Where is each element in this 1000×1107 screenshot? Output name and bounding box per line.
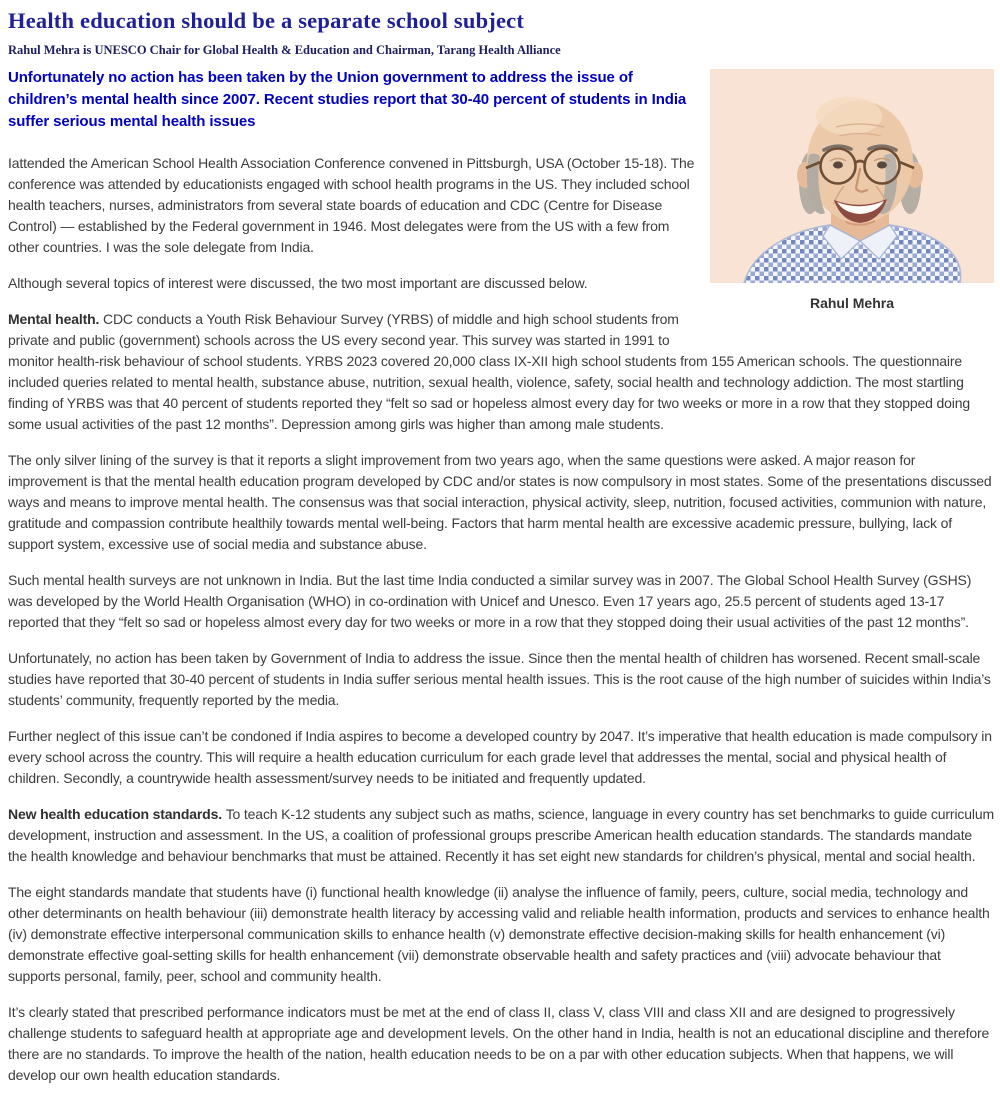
paragraph-text: Further neglect of this issue can’t be condoned if India aspires to become a developed country by 2047. It’s imperative that health education is made compulsory in every school across the country. This will require a health education curriculum for each grade level that addresses the mental, social and physical health of children. Secondly, a countrywide health assessment/survey needs to be initiated and frequently updated.: [8, 728, 992, 786]
paragraph-text: The eight standards mandate that students have (i) functional health knowledge (ii) analyse the influence of family, peers, culture, social media, technology and other determinants on health behaviour (iii) demonstrate health literacy by accessing valid and reliable health information, products and services to enhance health (iv) demonstrate effective interpersonal communication skills to enhance health (v) demonstrate effective decision-making skills for health enhancement (vi) demonstrate effective goal-setting skills for health enhancement (vii) demonstrate observable health and safety practices and (viii) advocate behaviour that supports personal, family, peer, school and community health.: [8, 884, 990, 984]
paragraph-text: Unfortunately, no action has been taken by Government of India to address the issue. Since then the mental health of children has worsened. Recent small-scale studies have reported that 30-40 percent of students in India suffer serious mental health issues. This is the root cause of the high number of suicides within India’s students’ community, frequently reported by the media.: [8, 650, 991, 708]
paragraph-text: It’s clearly stated that prescribed performance indicators must be met at the end of class II, class V, class VIII and class XII and are designed to progressively challenge students to safeguard health at appropriate age and development levels. On the other hand in India, health is not an educational discipline and therefore there are no standards. To improve the health of the nation, health education needs to be on a par with other education subjects. When that happens, we will develop our own health education standards.: [8, 1004, 990, 1083]
paragraph-text: The only silver lining of the survey is that it reports a slight improvement from two years ago, when the same questions were asked. A major reason for improvement is that the mental health education program developed by CDC and/or states is now compulsory in most states. Some of the presentations discussed ways and means to improve mental health. The consensus was that social interaction, physical activity, sleep, nutrition, focused activities, communion with nature, gratitude and compassion contribute healthily towards mental well-being. Factors that harm mental health are excessive academic pressure, bullying, lack of support system, excessive use of social media and substance abuse.: [8, 452, 992, 552]
paragraph-text: Although several topics of interest were discussed, the two most important are discussed below.: [8, 275, 588, 291]
paragraph-lead: New health education standards.: [8, 806, 226, 822]
paragraph: [8, 726, 994, 789]
paragraph-lead: Mental health.: [8, 311, 103, 327]
paragraph: [8, 309, 994, 435]
article-byline: Rahul Mehra is UNESCO Chair for Global Health & Education and Chairman, Tarang Health Alliance: [8, 43, 561, 57]
paragraph: [8, 804, 994, 867]
paragraph: [8, 570, 994, 633]
paragraph: [8, 1002, 994, 1086]
photo-caption: Rahul Mehra: [809, 295, 894, 311]
paragraph-text: CDC conducts a Youth Risk Behaviour Survey (YRBS) of middle and high school students from private and public (government) schools across the US every second year. This survey was started in 1991 to monitor health-risk behaviour of school students. YRBS 2023 covered 20,000 class IX-XII high school students from 155 American schools. The questionnaire included queries related to mental health, substance abuse, nutrition, sexual health, violence, safety, social health and technology addiction. The most startling finding of YRBS was that 40 percent of students reported they “felt so sad or hopeless almost every day for two weeks or more in a row that they stopped doing some usual activities of the past 12 months”. Depression among girls was higher than among male students.: [8, 311, 971, 432]
author-photo: [710, 69, 994, 283]
paragraph-text: To teach K-12 students any subject such as maths, science, language in every country has set benchmarks to guide curriculum development, instruction and assessment. In the US, a coalition of professional groups prescribe American health education standards. The standards mandate the health knowledge and behaviour benchmarks that must be attained. Recently it has set eight new standards for children’s physical, mental and social health.: [8, 806, 995, 864]
paragraph: [8, 648, 994, 711]
author-photo-figure: [710, 69, 994, 311]
paragraph-text: Iattended the American School Health Association Conference convened in Pittsburgh, USA (October 15-18). The conference was attended by educationists engaged with school health programs in the US. They included school health teachers, nurses, administrators from several state boards of education and CDC (Centre for Disease Control) — established by the Federal government in 1946. Most delegates were from the US with a few from other countries. I was the sole delegate from India.: [8, 155, 695, 255]
portrait-illustration: [710, 69, 994, 283]
paragraph-text: Such mental health surveys are not unknown in India. But the last time India conducted a similar survey was in 2007. The Global School Health Survey (GSHS) was developed by the World Health Organisation (WHO) in co-ordination with Unicef and Unesco. Even 17 years ago, 25.5 percent of students aged 13-17 reported that they “felt so sad or hopeless almost every day for two weeks or more in a row that they stopped doing their usual activities of the past 12 months”.: [8, 572, 972, 630]
paragraph: [8, 882, 994, 987]
page-title: Health education should be a separate school subject: [8, 8, 525, 33]
paragraph: [8, 450, 994, 555]
article-standfirst: Unfortunately no action has been taken by the Union government to address the issue of children’s mental health since 2007. Recent studies report that 30-40 percent of students in India suffer serious mental health issues: [8, 69, 687, 130]
